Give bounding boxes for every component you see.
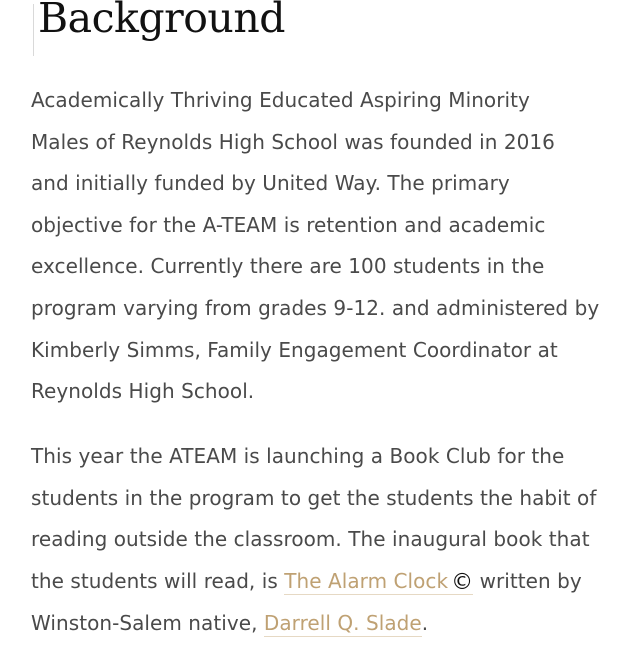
paragraph-line: Kimberly Simms, Family Engagement Coordinator at bbox=[31, 337, 558, 362]
book-title-text: The Alarm Clock bbox=[284, 568, 449, 593]
paragraph-line: students in the program to get the students the habit of bbox=[31, 485, 597, 510]
paragraph-line: excellence. Currently there are 100 students in the bbox=[31, 254, 545, 279]
paragraph-line: and initially funded by United Way. The primary bbox=[31, 171, 510, 196]
paragraph-line bbox=[31, 603, 621, 645]
line-text: . bbox=[421, 611, 429, 636]
paragraph-line: objective for the A-TEAM is retention and academic bbox=[31, 212, 546, 237]
book-title-link[interactable] bbox=[284, 569, 473, 595]
paragraph-line: This year the ATEAM is launching a Book Club for the bbox=[31, 444, 565, 468]
paragraph-line: Males of Reynolds High School was founded in 2016 bbox=[31, 129, 555, 154]
line-text: written by bbox=[473, 568, 582, 593]
author-link[interactable]: Darrell Q. Slade bbox=[263, 611, 422, 636]
background-paragraph bbox=[31, 80, 621, 413]
line-text: the students will read, is bbox=[31, 568, 285, 593]
paragraph-line: Academically Thriving Educated Aspiring Minority bbox=[31, 88, 530, 112]
line-text: Winston-Salem native, bbox=[31, 611, 264, 636]
paragraph-line: reading outside the classroom. The inaugural book that bbox=[31, 527, 590, 552]
page-title: Background bbox=[38, 0, 285, 42]
heading-divider bbox=[33, 4, 34, 56]
book-club-paragraph bbox=[31, 436, 621, 645]
paragraph-line: program varying from grades 9-12. and administered by bbox=[31, 295, 600, 320]
paragraph-line: Reynolds High School. bbox=[31, 379, 255, 404]
paragraph-line bbox=[31, 561, 621, 604]
copyright-icon: © bbox=[451, 569, 474, 595]
